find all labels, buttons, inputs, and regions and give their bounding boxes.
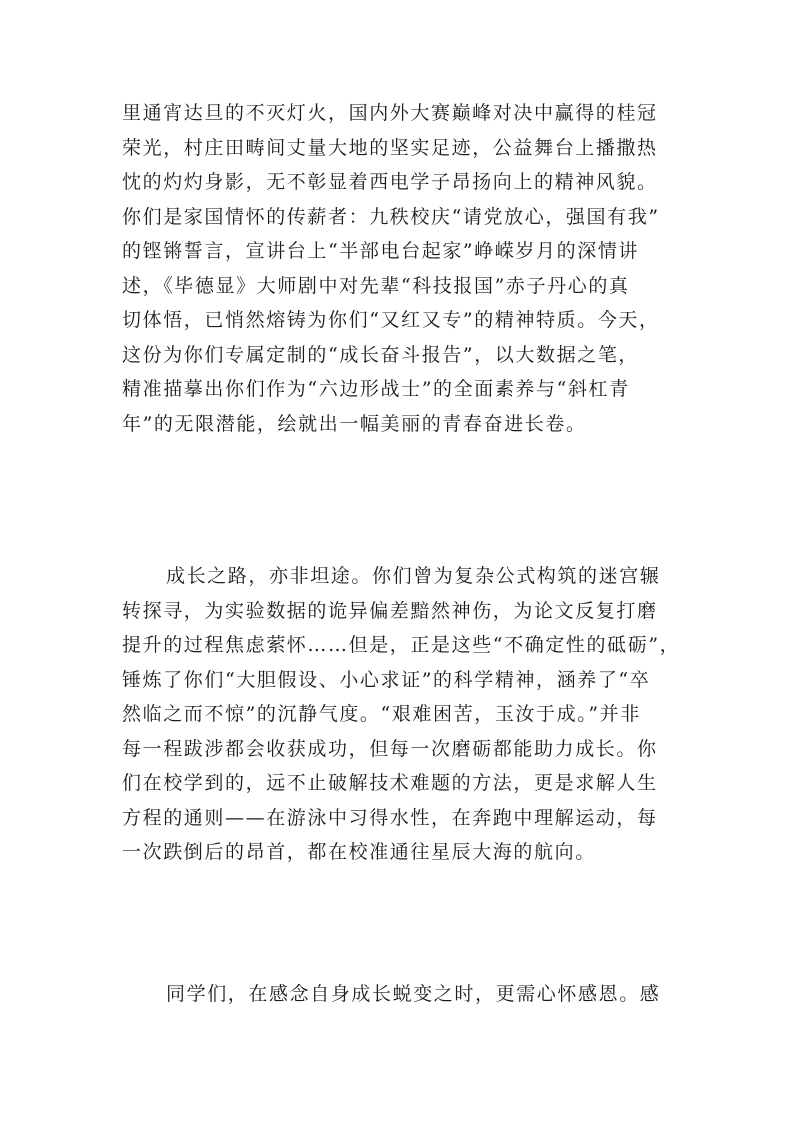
paragraph-3 xyxy=(122,977,682,1012)
text-line: 里通宵达旦的不灭灯火，国内外大赛巅峰对决中赢得的桂冠 xyxy=(122,102,658,124)
paragraph-2 xyxy=(122,559,682,870)
text-line: 忱的灼灼身影，无不彰显着西电学子昂扬向上的精神风貌。 xyxy=(122,171,658,193)
text-line: 这份为你们专属定制的“成长奋斗报告”，以大数据之笔， xyxy=(122,343,640,366)
text-line: 的铿锵誓言，宣讲台上“半部电台起家”峥嵘岁月的深情讲 xyxy=(122,240,640,262)
text-line: 方程的通则——在游泳中习得水性，在奔跑中理解运动，每 xyxy=(122,806,658,829)
text-line: 年”的无限潜能，绘就出一幅美丽的青春奋进长卷。 xyxy=(122,412,587,435)
text-line: 转探寻，为实验数据的诡异偏差黯然神伤，为论文反复打磨 xyxy=(122,599,658,622)
text-line: 同学们，在感念自身成长蜕变之时，更需心怀感恩。感 xyxy=(166,983,661,1005)
text-line: 们在校学到的，远不止破解技术难题的方法，更是求解人生 xyxy=(122,772,658,794)
text-line: 一次跌倒后的昂首，都在校准通往星辰大海的航向。 xyxy=(122,841,596,863)
text-line: 每一程跋涉都会收获成功，但每一次磨砺都能助力成长。你 xyxy=(122,737,658,760)
text-line: 提升的过程焦虑萦怀……但是，正是这些“不确定性的砥砺”， xyxy=(122,634,681,656)
text-line: 述，《毕德显》大师剧中对先辈“科技报国”赤子丹心的真 xyxy=(122,274,630,297)
text-line: 精准描摹出你们作为“六边形战士”的全面素养与“斜杠青 xyxy=(122,378,630,400)
paragraph-1 xyxy=(122,96,682,441)
text-line: 切体悟，已悄然熔铸为你们“又红又专”的精神特质。今天， xyxy=(122,309,660,331)
text-line: 荣光，村庄田畴间丈量大地的坚实足迹，公益舞台上播撒热 xyxy=(122,136,658,159)
text-line: 锤炼了你们“大胆假设、小心求证”的科学精神，涵养了“卒 xyxy=(122,668,651,691)
text-line: 你们是家国情怀的传薪者：九秩校庆“请党放心，强国有我” xyxy=(122,205,660,228)
text-line: 成长之路，亦非坦途。你们曾为复杂公式构筑的迷宫辗 xyxy=(166,565,661,587)
text-line: 然临之而不惊”的沉静气度。“艰难困苦，玉汝于成。”并非 xyxy=(122,703,641,725)
